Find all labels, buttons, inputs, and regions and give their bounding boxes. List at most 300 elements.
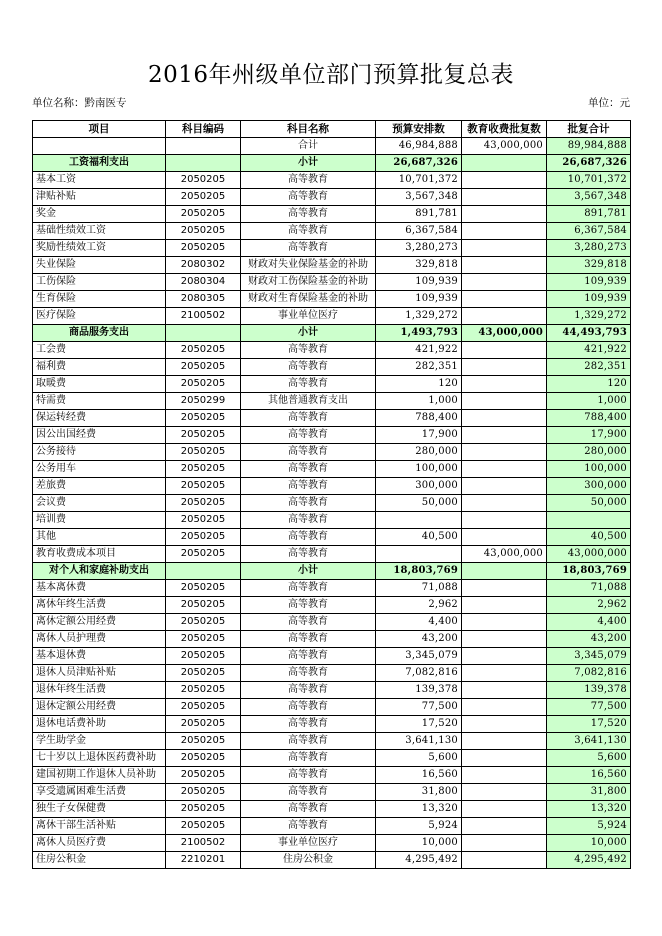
cell-item: 其他 <box>33 529 166 546</box>
cell-subject-name: 高等教育 <box>241 546 376 563</box>
cell-approved-total: 17,520 <box>547 716 631 733</box>
cell-item: 会议费 <box>33 495 166 512</box>
table-row <box>33 376 631 393</box>
cell-subject-name: 高等教育 <box>241 240 376 257</box>
cell-budget-amount: 10,701,372 <box>376 172 462 189</box>
cell-item: 建国初期工作退休人员补助 <box>33 767 166 784</box>
cell-approved-total: 40,500 <box>547 529 631 546</box>
cell-budget-amount: 13,320 <box>376 801 462 818</box>
cell-budget-amount: 4,295,492 <box>376 852 462 869</box>
cell-education-fee-amount <box>462 852 547 869</box>
table-row <box>33 410 631 427</box>
cell-item: 独生子女保健费 <box>33 801 166 818</box>
cell-approved-total: 71,088 <box>547 580 631 597</box>
cell-education-fee-amount <box>462 529 547 546</box>
cell-budget-amount: 100,000 <box>376 461 462 478</box>
cell-code: 2050205 <box>166 529 241 546</box>
cell-budget-amount: 3,280,273 <box>376 240 462 257</box>
cell-item: 退休定额公用经费 <box>33 699 166 716</box>
table-row <box>33 274 631 291</box>
cell-subject-name: 高等教育 <box>241 206 376 223</box>
cell-approved-total: 139,378 <box>547 682 631 699</box>
cell-approved-total: 329,818 <box>547 257 631 274</box>
cell-item: 退休电话费补助 <box>33 716 166 733</box>
cell-budget-amount: 300,000 <box>376 478 462 495</box>
cell-code: 2050205 <box>166 716 241 733</box>
cell-budget-amount: 1,329,272 <box>376 308 462 325</box>
cell-item: 学生助学金 <box>33 733 166 750</box>
cell-approved-total: 109,939 <box>547 291 631 308</box>
cell-subject-name: 高等教育 <box>241 801 376 818</box>
cell-budget-amount <box>376 512 462 529</box>
cell-approved-total: 10,000 <box>547 835 631 852</box>
cell-item: 基本退休费 <box>33 648 166 665</box>
cell-budget-amount <box>376 546 462 563</box>
table-row <box>33 189 631 206</box>
cell-budget-amount: 17,900 <box>376 427 462 444</box>
cell-code: 2050205 <box>166 359 241 376</box>
cell-item: 津贴补贴 <box>33 189 166 206</box>
cell-budget-amount: 4,400 <box>376 614 462 631</box>
cell-education-fee-amount <box>462 427 547 444</box>
cell-approved-total: 282,351 <box>547 359 631 376</box>
cell-subject-name: 高等教育 <box>241 750 376 767</box>
cell-budget-amount: 71,088 <box>376 580 462 597</box>
cell-approved-total: 13,320 <box>547 801 631 818</box>
cell-education-fee-amount <box>462 155 547 172</box>
cell-subject-name: 小计 <box>241 155 376 172</box>
cell-budget-amount: 1,493,793 <box>376 325 462 342</box>
page-title: 2016年州级单位部门预算批复总表 <box>147 62 515 88</box>
cell-code: 2050205 <box>166 614 241 631</box>
table-row <box>33 461 631 478</box>
cell-approved-total: 77,500 <box>547 699 631 716</box>
table-row <box>33 614 631 631</box>
currency-unit-label: 单位：元 <box>588 97 630 109</box>
cell-subject-name: 高等教育 <box>241 597 376 614</box>
cell-code: 2050205 <box>166 478 241 495</box>
cell-subject-name: 财政对失业保险基金的补助 <box>241 257 376 274</box>
cell-subject-name: 高等教育 <box>241 495 376 512</box>
cell-education-fee-amount <box>462 495 547 512</box>
cell-code: 2050299 <box>166 393 241 410</box>
cell-code <box>166 138 241 155</box>
table-row <box>33 750 631 767</box>
cell-subject-name: 财政对工伤保险基金的补助 <box>241 274 376 291</box>
cell-budget-amount: 3,345,079 <box>376 648 462 665</box>
cell-code: 2050205 <box>166 648 241 665</box>
cell-subject-name: 高等教育 <box>241 223 376 240</box>
cell-budget-amount: 2,962 <box>376 597 462 614</box>
cell-subject-name: 高等教育 <box>241 461 376 478</box>
cell-code: 2080304 <box>166 274 241 291</box>
cell-code: 2050205 <box>166 223 241 240</box>
cell-code: 2050205 <box>166 240 241 257</box>
cell-item: 住房公积金 <box>33 852 166 869</box>
cell-approved-total: 4,295,492 <box>547 852 631 869</box>
cell-code: 2050205 <box>166 172 241 189</box>
cell-approved-total: 10,701,372 <box>547 172 631 189</box>
table-row <box>33 631 631 648</box>
cell-budget-amount: 329,818 <box>376 257 462 274</box>
table-row <box>33 665 631 682</box>
cell-budget-amount: 46,984,888 <box>376 138 462 155</box>
cell-approved-total: 26,687,326 <box>547 155 631 172</box>
cell-item: 工伤保险 <box>33 274 166 291</box>
table-body <box>33 138 631 869</box>
cell-subject-name: 高等教育 <box>241 665 376 682</box>
cell-code: 2050205 <box>166 444 241 461</box>
table-row <box>33 308 631 325</box>
column-header-budget: 预算安排数 <box>376 121 462 138</box>
cell-budget-amount: 282,351 <box>376 359 462 376</box>
cell-item: 因公出国经费 <box>33 427 166 444</box>
cell-budget-amount: 120 <box>376 376 462 393</box>
cell-code: 2050205 <box>166 495 241 512</box>
cell-subject-name: 其他普通教育支出 <box>241 393 376 410</box>
cell-subject-name: 高等教育 <box>241 631 376 648</box>
column-header-item: 项目 <box>33 121 166 138</box>
cell-approved-total <box>547 512 631 529</box>
cell-code: 2050205 <box>166 597 241 614</box>
cell-subject-name: 高等教育 <box>241 682 376 699</box>
cell-budget-amount: 6,367,584 <box>376 223 462 240</box>
cell-budget-amount: 77,500 <box>376 699 462 716</box>
cell-code: 2050205 <box>166 631 241 648</box>
cell-code: 2050205 <box>166 512 241 529</box>
cell-education-fee-amount <box>462 682 547 699</box>
table-row <box>33 393 631 410</box>
unit-name-label: 单位名称：黔南医专 <box>32 97 127 109</box>
cell-education-fee-amount <box>462 206 547 223</box>
table-row <box>33 240 631 257</box>
cell-budget-amount: 17,520 <box>376 716 462 733</box>
cell-subject-name: 高等教育 <box>241 172 376 189</box>
cell-code: 2050205 <box>166 189 241 206</box>
cell-budget-amount: 5,600 <box>376 750 462 767</box>
table-row <box>33 852 631 869</box>
cell-item: 培训费 <box>33 512 166 529</box>
cell-education-fee-amount <box>462 665 547 682</box>
cell-subject-name: 高等教育 <box>241 342 376 359</box>
table-row <box>33 172 631 189</box>
table-row <box>33 223 631 240</box>
cell-education-fee-amount <box>462 580 547 597</box>
table-row <box>33 495 631 512</box>
table-row <box>33 767 631 784</box>
table-row <box>33 155 631 172</box>
cell-item: 医疗保险 <box>33 308 166 325</box>
cell-subject-name: 高等教育 <box>241 376 376 393</box>
cell-education-fee-amount <box>462 631 547 648</box>
table-row <box>33 325 631 342</box>
cell-subject-name: 事业单位医疗 <box>241 308 376 325</box>
cell-education-fee-amount: 43,000,000 <box>462 546 547 563</box>
cell-education-fee-amount <box>462 563 547 580</box>
cell-subject-name: 高等教育 <box>241 784 376 801</box>
cell-budget-amount: 16,560 <box>376 767 462 784</box>
cell-item: 教育收费成本项目 <box>33 546 166 563</box>
cell-item: 差旅费 <box>33 478 166 495</box>
table-row <box>33 138 631 155</box>
cell-code: 2050205 <box>166 461 241 478</box>
cell-approved-total: 89,984,888 <box>547 138 631 155</box>
cell-budget-amount: 421,922 <box>376 342 462 359</box>
cell-approved-total: 421,922 <box>547 342 631 359</box>
cell-code: 2050205 <box>166 410 241 427</box>
cell-education-fee-amount <box>462 189 547 206</box>
cell-budget-amount: 1,000 <box>376 393 462 410</box>
cell-budget-amount: 3,567,348 <box>376 189 462 206</box>
table-row <box>33 648 631 665</box>
cell-code <box>166 325 241 342</box>
cell-code: 2050205 <box>166 206 241 223</box>
cell-code: 2050205 <box>166 818 241 835</box>
cell-item: 享受遗属困难生活费 <box>33 784 166 801</box>
cell-subject-name: 高等教育 <box>241 699 376 716</box>
cell-code: 2050205 <box>166 699 241 716</box>
cell-code: 2080302 <box>166 257 241 274</box>
table-row <box>33 784 631 801</box>
cell-item: 离休年终生活费 <box>33 597 166 614</box>
cell-approved-total: 280,000 <box>547 444 631 461</box>
cell-item: 基本离休费 <box>33 580 166 597</box>
cell-approved-total: 3,345,079 <box>547 648 631 665</box>
cell-education-fee-amount <box>462 359 547 376</box>
column-header-total: 批复合计 <box>547 121 631 138</box>
cell-budget-amount: 31,800 <box>376 784 462 801</box>
cell-subject-name: 高等教育 <box>241 427 376 444</box>
cell-subject-name: 高等教育 <box>241 189 376 206</box>
cell-education-fee-amount <box>462 614 547 631</box>
cell-approved-total: 44,493,793 <box>547 325 631 342</box>
cell-education-fee-amount <box>462 716 547 733</box>
cell-education-fee-amount <box>462 648 547 665</box>
cell-education-fee-amount <box>462 699 547 716</box>
cell-subject-name: 小计 <box>241 325 376 342</box>
cell-subject-name: 高等教育 <box>241 767 376 784</box>
cell-approved-total: 5,924 <box>547 818 631 835</box>
cell-education-fee-amount <box>462 376 547 393</box>
cell-item: 退休年终生活费 <box>33 682 166 699</box>
cell-item: 离休人员医疗费 <box>33 835 166 852</box>
cell-subject-name: 高等教育 <box>241 529 376 546</box>
cell-budget-amount: 7,082,816 <box>376 665 462 682</box>
cell-approved-total: 5,600 <box>547 750 631 767</box>
cell-approved-total: 6,367,584 <box>547 223 631 240</box>
cell-approved-total: 16,560 <box>547 767 631 784</box>
cell-budget-amount: 109,939 <box>376 274 462 291</box>
table-row <box>33 342 631 359</box>
cell-education-fee-amount <box>462 444 547 461</box>
cell-code: 2050205 <box>166 342 241 359</box>
table-row <box>33 478 631 495</box>
table-row <box>33 818 631 835</box>
table-row <box>33 597 631 614</box>
cell-item: 公务接待 <box>33 444 166 461</box>
cell-education-fee-amount <box>462 767 547 784</box>
cell-subject-name: 合计 <box>241 138 376 155</box>
cell-education-fee-amount <box>462 393 547 410</box>
cell-budget-amount: 139,378 <box>376 682 462 699</box>
cell-budget-amount: 3,641,130 <box>376 733 462 750</box>
cell-subject-name: 高等教育 <box>241 478 376 495</box>
cell-education-fee-amount <box>462 733 547 750</box>
cell-education-fee-amount <box>462 478 547 495</box>
table-row <box>33 546 631 563</box>
cell-budget-amount: 50,000 <box>376 495 462 512</box>
table-row <box>33 359 631 376</box>
cell-education-fee-amount <box>462 274 547 291</box>
cell-approved-total: 3,567,348 <box>547 189 631 206</box>
cell-item: 退休人员津贴补贴 <box>33 665 166 682</box>
cell-budget-amount: 43,200 <box>376 631 462 648</box>
cell-subject-name: 住房公积金 <box>241 852 376 869</box>
cell-approved-total: 43,000,000 <box>547 546 631 563</box>
cell-item: 基础性绩效工资 <box>33 223 166 240</box>
column-header-edu: 教育收费批复数 <box>462 121 547 138</box>
cell-item: 工会费 <box>33 342 166 359</box>
cell-education-fee-amount: 43,000,000 <box>462 138 547 155</box>
table-row <box>33 733 631 750</box>
cell-education-fee-amount <box>462 291 547 308</box>
cell-item: 商品服务支出 <box>33 325 166 342</box>
cell-subject-name: 高等教育 <box>241 512 376 529</box>
cell-education-fee-amount <box>462 597 547 614</box>
cell-item: 取暖费 <box>33 376 166 393</box>
cell-education-fee-amount <box>462 835 547 852</box>
cell-approved-total: 18,803,769 <box>547 563 631 580</box>
cell-subject-name: 高等教育 <box>241 580 376 597</box>
cell-budget-amount: 26,687,326 <box>376 155 462 172</box>
table-row <box>33 206 631 223</box>
table-row <box>33 716 631 733</box>
cell-education-fee-amount <box>462 784 547 801</box>
cell-item: 离休人员护理费 <box>33 631 166 648</box>
cell-item: 对个人和家庭补助支出 <box>33 563 166 580</box>
table-row <box>33 835 631 852</box>
cell-education-fee-amount <box>462 750 547 767</box>
cell-subject-name: 高等教育 <box>241 716 376 733</box>
cell-approved-total: 109,939 <box>547 274 631 291</box>
cell-subject-name: 高等教育 <box>241 648 376 665</box>
cell-item: 生育保险 <box>33 291 166 308</box>
cell-subject-name: 高等教育 <box>241 410 376 427</box>
cell-education-fee-amount <box>462 257 547 274</box>
table-row <box>33 801 631 818</box>
cell-approved-total: 100,000 <box>547 461 631 478</box>
cell-code: 2050205 <box>166 784 241 801</box>
cell-code <box>166 155 241 172</box>
cell-code: 2050205 <box>166 767 241 784</box>
cell-subject-name: 高等教育 <box>241 444 376 461</box>
cell-code <box>166 563 241 580</box>
cell-approved-total: 3,641,130 <box>547 733 631 750</box>
table-row <box>33 682 631 699</box>
cell-subject-name: 高等教育 <box>241 614 376 631</box>
cell-code: 2100502 <box>166 308 241 325</box>
table-row <box>33 563 631 580</box>
cell-code: 2050205 <box>166 427 241 444</box>
cell-code: 2050205 <box>166 733 241 750</box>
cell-approved-total: 120 <box>547 376 631 393</box>
cell-approved-total: 2,962 <box>547 597 631 614</box>
cell-approved-total: 7,082,816 <box>547 665 631 682</box>
cell-approved-total: 1,000 <box>547 393 631 410</box>
table-row <box>33 427 631 444</box>
cell-code: 2210201 <box>166 852 241 869</box>
cell-budget-amount: 5,924 <box>376 818 462 835</box>
cell-item: 奖金 <box>33 206 166 223</box>
column-header-name: 科目名称 <box>241 121 376 138</box>
cell-education-fee-amount <box>462 172 547 189</box>
cell-education-fee-amount <box>462 223 547 240</box>
cell-item: 离休干部生活补贴 <box>33 818 166 835</box>
cell-approved-total: 300,000 <box>547 478 631 495</box>
cell-education-fee-amount <box>462 461 547 478</box>
cell-approved-total: 891,781 <box>547 206 631 223</box>
table-row <box>33 699 631 716</box>
cell-education-fee-amount <box>462 410 547 427</box>
cell-subject-name: 财政对生育保险基金的补助 <box>241 291 376 308</box>
table-row <box>33 291 631 308</box>
cell-budget-amount: 891,781 <box>376 206 462 223</box>
cell-education-fee-amount <box>462 818 547 835</box>
cell-item: 奖励性绩效工资 <box>33 240 166 257</box>
cell-code: 2100502 <box>166 835 241 852</box>
cell-budget-amount: 10,000 <box>376 835 462 852</box>
cell-approved-total: 788,400 <box>547 410 631 427</box>
cell-code: 2050205 <box>166 801 241 818</box>
cell-code: 2050205 <box>166 682 241 699</box>
cell-subject-name: 事业单位医疗 <box>241 835 376 852</box>
cell-subject-name: 高等教育 <box>241 818 376 835</box>
cell-approved-total: 17,900 <box>547 427 631 444</box>
budget-table <box>32 120 631 869</box>
cell-code: 2050205 <box>166 580 241 597</box>
cell-budget-amount: 40,500 <box>376 529 462 546</box>
cell-education-fee-amount <box>462 308 547 325</box>
table-row <box>33 257 631 274</box>
cell-item: 七十岁以上退休医药费补助 <box>33 750 166 767</box>
cell-code: 2050205 <box>166 750 241 767</box>
cell-item: 公务用车 <box>33 461 166 478</box>
cell-education-fee-amount <box>462 512 547 529</box>
cell-education-fee-amount <box>462 801 547 818</box>
cell-budget-amount: 109,939 <box>376 291 462 308</box>
cell-item: 工资福利支出 <box>33 155 166 172</box>
cell-approved-total: 3,280,273 <box>547 240 631 257</box>
cell-budget-amount: 788,400 <box>376 410 462 427</box>
cell-code: 2080305 <box>166 291 241 308</box>
cell-item: 特需费 <box>33 393 166 410</box>
column-header-code: 科目编码 <box>166 121 241 138</box>
cell-budget-amount: 280,000 <box>376 444 462 461</box>
table-row <box>33 580 631 597</box>
table-header <box>33 121 631 138</box>
table-row <box>33 529 631 546</box>
cell-item: 福利费 <box>33 359 166 376</box>
cell-code: 2050205 <box>166 376 241 393</box>
cell-code: 2050205 <box>166 665 241 682</box>
document-meta <box>32 95 630 110</box>
cell-education-fee-amount <box>462 342 547 359</box>
cell-item: 保运转经费 <box>33 410 166 427</box>
table-row <box>33 512 631 529</box>
cell-approved-total: 43,200 <box>547 631 631 648</box>
header-row <box>33 121 631 138</box>
cell-subject-name: 小计 <box>241 563 376 580</box>
